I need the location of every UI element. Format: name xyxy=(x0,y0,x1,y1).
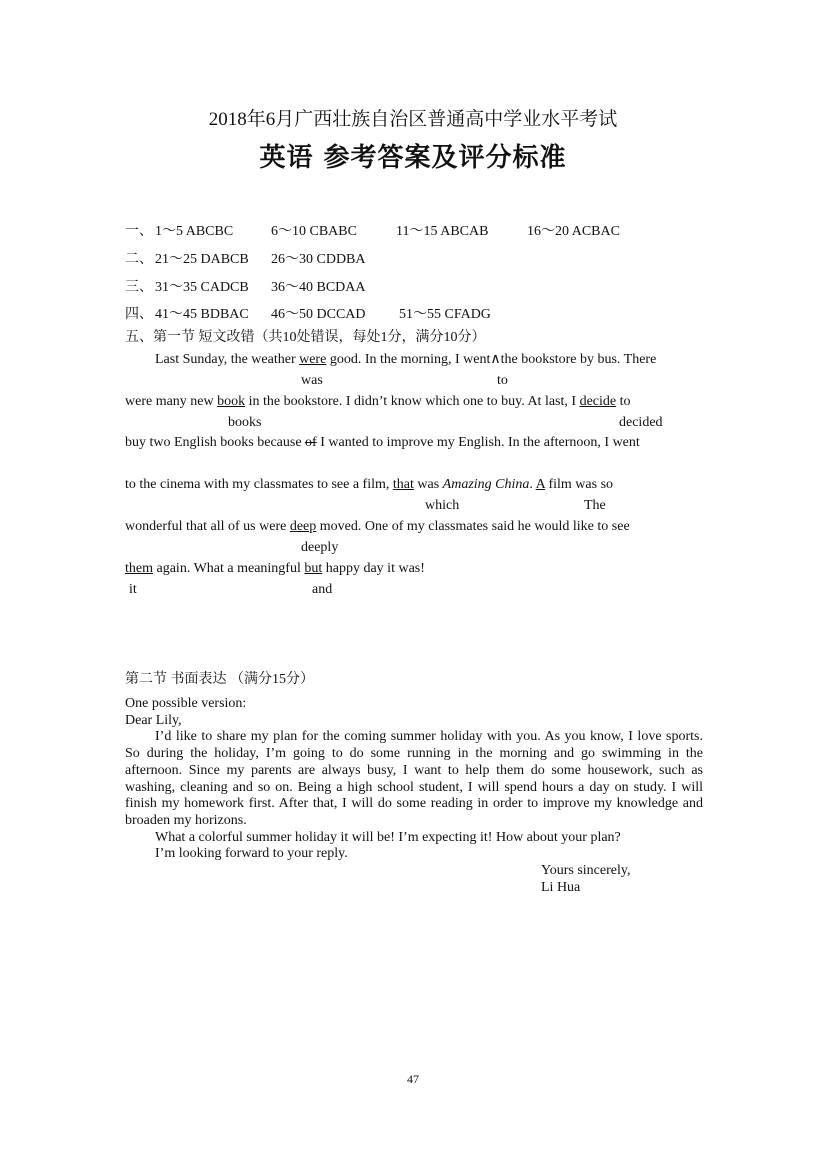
answer-group: 16～20 ACBAC xyxy=(527,224,620,239)
error-word: A xyxy=(535,477,545,492)
deleted-word: of xyxy=(305,435,317,450)
signature-name: Li Hua xyxy=(541,879,581,895)
passage-line-6 xyxy=(125,561,425,577)
answer-group: 41～45 BDBAC xyxy=(155,307,249,322)
text: the bookstore by bus. There xyxy=(500,352,657,367)
answer-group: 46～50 DCCAD xyxy=(271,307,366,322)
answer-group: 36～40 BCDAA xyxy=(271,280,366,295)
answer-group: 26～30 CDDBA xyxy=(271,252,366,267)
intro: One possible version: xyxy=(125,696,247,711)
text: wonderful that all of us were xyxy=(125,519,290,534)
answer-group: 6～10 CBABC xyxy=(271,224,357,239)
correction: decided xyxy=(619,415,663,430)
text: to xyxy=(616,394,631,409)
answer-group: 21～25 DABCB xyxy=(155,252,249,267)
row-prefix: 一、 xyxy=(125,224,153,239)
text: in the bookstore. I didn’t know which one to buy. At last, I xyxy=(245,394,580,409)
error-word: that xyxy=(392,477,414,492)
insert-caret: ∧ xyxy=(490,352,501,367)
answer-group: 51～55 CFADG xyxy=(399,307,491,322)
error-word: but xyxy=(304,561,323,576)
row-prefix: 四、 xyxy=(125,307,153,322)
text: happy day it was! xyxy=(322,561,425,576)
answer-group: 1～5 ABCBC xyxy=(155,224,234,239)
text: good. In the morning, I went xyxy=(326,352,491,367)
text: again. What a meaningful xyxy=(153,561,305,576)
error-word: book xyxy=(217,394,246,409)
text: buy two English books because xyxy=(125,435,306,450)
text: moved. One of my classmates said he would like to see xyxy=(316,519,630,534)
correction: deeply xyxy=(301,540,339,555)
document-title: 2018年6月广西壮族自治区普通高中学业水平考试 xyxy=(208,109,618,130)
passage-line-2 xyxy=(125,394,630,410)
letter-paragraph: I’d like to share my plan for the coming summer holiday with you. As you know, I love sports. So during the holiday, I’m going to do some running in the morning and go swimming in the afternoon. Since my parents are always busy, I want to help them do some housework, such as washing, cleaning and so on. Being a high school student, I will spend hours a day on study. I will finish my homework first. After that, I will do some reading in order to improve my knowledge and broaden my horizons. xyxy=(125,729,703,828)
document-subtitle: 英语 参考答案及评分标准 xyxy=(259,143,567,173)
passage-line-1 xyxy=(155,352,656,368)
text: to the cinema with my classmates to see a film, xyxy=(125,477,393,492)
correction: The xyxy=(584,498,606,513)
letter-paragraph: What a colorful summer holiday it will be! I’m expecting it! How about your plan? xyxy=(155,829,621,845)
text: were many new xyxy=(125,394,218,409)
passage-line-3 xyxy=(125,435,640,451)
film-title: Amazing China xyxy=(442,477,530,492)
closing: Yours sincerely, xyxy=(541,863,631,879)
answer-group: 31～35 CADCB xyxy=(155,280,249,295)
passage-line-4 xyxy=(125,477,613,493)
section-2-header: 第二节 书面表达 （满分15分） xyxy=(125,672,314,687)
answer-group: 11～15 ABCAB xyxy=(396,224,489,239)
text: I wanted to improve my English. In the afternoon, I went xyxy=(316,435,640,450)
correction: books xyxy=(228,415,262,430)
letter-paragraph: I’m looking forward to your reply. xyxy=(155,846,348,862)
greeting: Dear Lily, xyxy=(125,712,182,728)
error-word: decide xyxy=(579,394,617,409)
row-prefix: 三、 xyxy=(125,280,153,295)
error-word: were xyxy=(299,352,327,367)
correction: was xyxy=(301,373,323,388)
passage-line-5 xyxy=(125,519,630,535)
model-letter xyxy=(125,696,703,896)
correction: which xyxy=(425,498,460,513)
text: was xyxy=(413,477,443,492)
page-number: 47 xyxy=(407,1072,419,1086)
row-prefix: 二、 xyxy=(125,252,153,267)
error-word: them xyxy=(125,561,153,576)
section-5-header: 五、第一节 短文改错（共10处错误，每处1分，满分10分） xyxy=(125,330,486,345)
correction: to xyxy=(497,373,508,388)
text: Last Sunday, the weather xyxy=(155,352,300,367)
error-word: deep xyxy=(289,519,317,534)
text: . xyxy=(529,477,536,492)
text: film was so xyxy=(544,477,614,492)
correction: and xyxy=(312,582,333,597)
correction: it xyxy=(129,582,137,597)
